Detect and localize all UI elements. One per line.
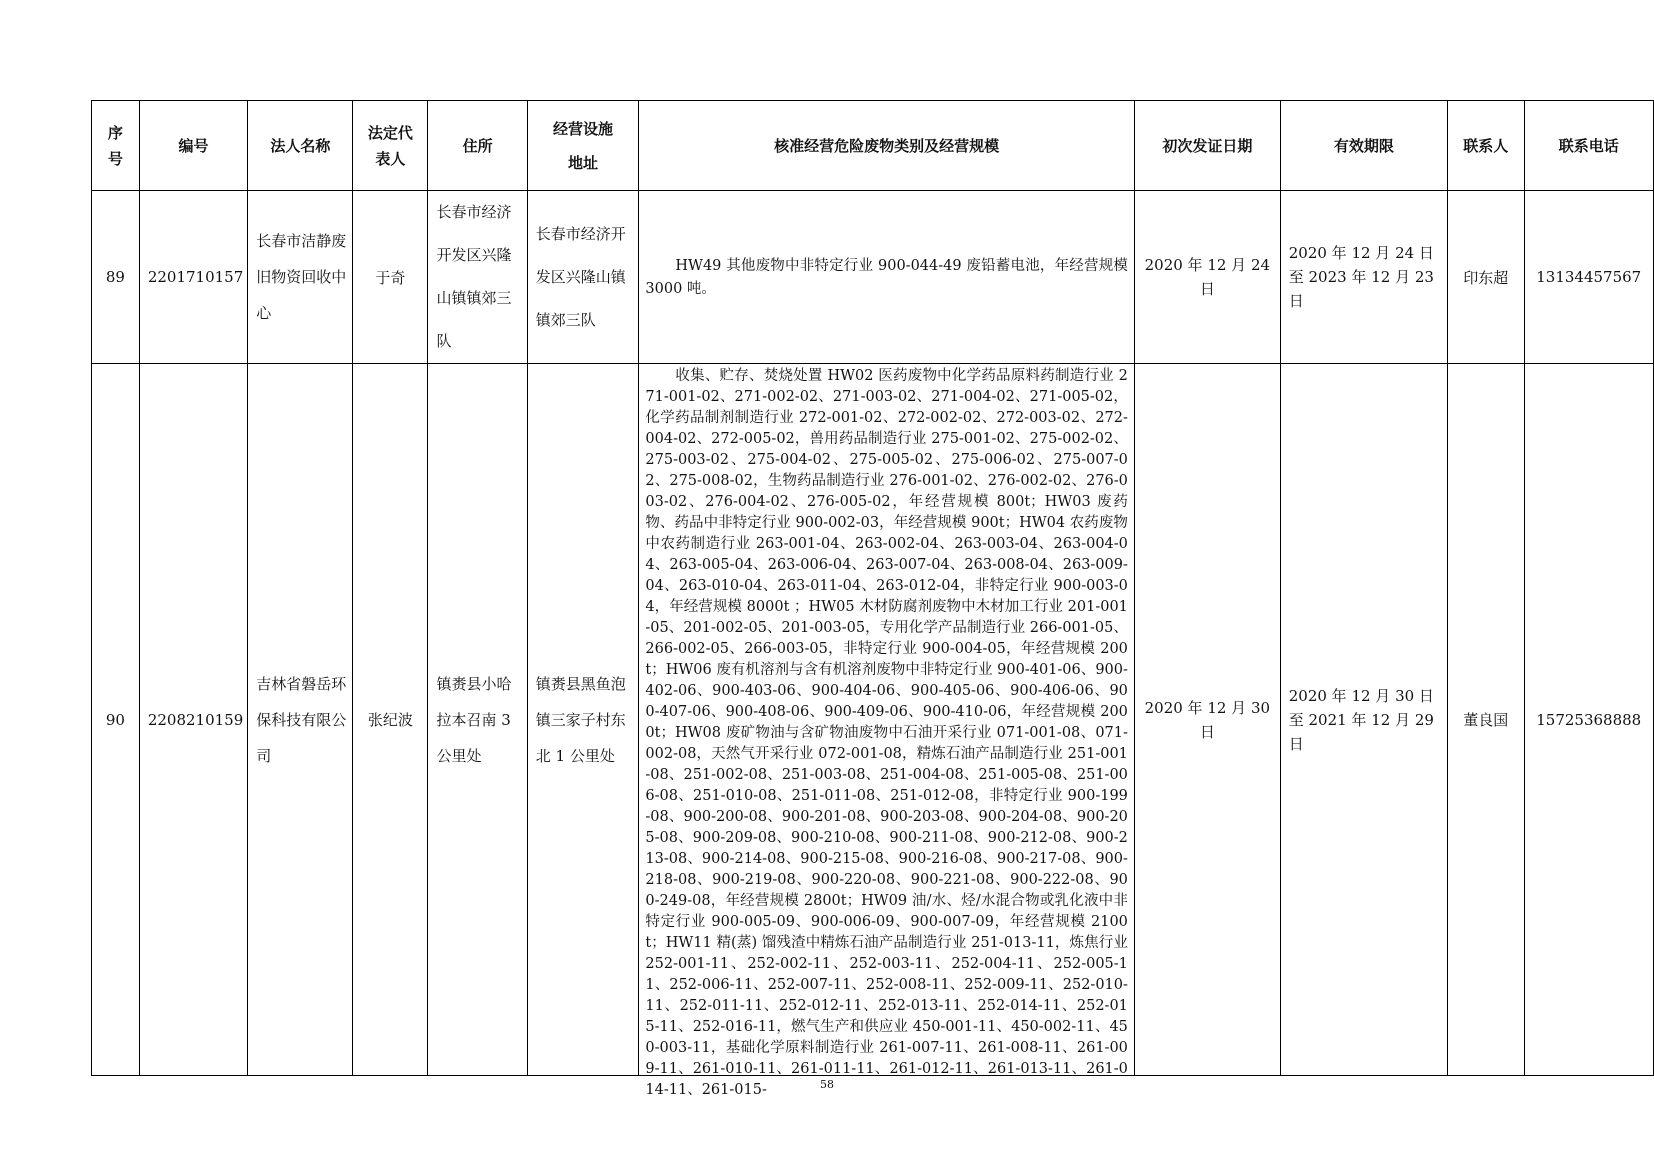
header-code: 编号 (139, 101, 247, 191)
cell-issue-date: 2020 年 12 月 24 日 (1134, 191, 1280, 364)
header-company: 法人名称 (248, 101, 353, 191)
cell-code: 2201710157 (139, 191, 247, 364)
cell-issue-date: 2020 年 12 月 30 日 (1134, 364, 1280, 1076)
header-contact: 联系人 (1447, 101, 1524, 191)
table-row (92, 364, 1654, 1076)
header-scope: 核准经营危险废物类别及经营规模 (639, 101, 1135, 191)
header-facility: 经营设施地址 (527, 101, 639, 191)
table-row (92, 191, 1654, 364)
header-validity: 有效期限 (1280, 101, 1447, 191)
cell-contact: 印东超 (1447, 191, 1524, 364)
cell-validity: 2020 年 12 月 24 日至 2023 年 12 月 23 日 (1280, 191, 1447, 364)
cell-contact: 董良国 (1447, 364, 1524, 1076)
cell-rep: 张纪波 (353, 364, 428, 1076)
cell-phone: 15725368888 (1524, 364, 1654, 1076)
header-seq: 序号 (92, 101, 140, 191)
header-issue-date: 初次发证日期 (1134, 101, 1280, 191)
cell-scope: HW49 其他废物中非特定行业 900-044-49 废铅蓄电池，年经营规模 3000 吨。 (639, 191, 1135, 364)
cell-address: 长春市经济开发区兴隆山镇镇郊三队 (428, 191, 527, 364)
header-phone: 联系电话 (1524, 101, 1654, 191)
scope-text: 收集、贮存、焚烧处置 HW02 医药废物中化学药品原料药制造行业 271-001-02、271-002-02、271-003-02、271-004-02、271-005-02，化学药品制剂制造行业 272-001-02、272-002-02、272-003-02、272-004-02、272-005-02，兽用药品制造行业 275-001-02、275-002-02、275-003-02、275-004-02、275-005-02、275-006-02、275-007-02、275-008-02，生物药品制造行业 276-001-02、276-002-02、276-003-02、276-004-02、276-005-02，年经营规模 800t；HW03 废药物、药品中非特定行业 900-002-03，年经营规模 900t；HW04 农药废物中农药制造行业 263-001-04、263-002-04、263-003-04、263-004-04、263-005-04、263-006-04、263-007-04、263-008-04、263-009-04、263-010-04、263-011-04、263-012-04，非特定行业 900-003-04，年经营规模 8000t ；HW05 木材防腐剂废物中木材加工行业 201-001-05、201-002-05、201-003-05，专用化学产品制造行业 266-001-05、266-002-05、266-003-05，非特定行业 900-004-05，年经营规模 200t；HW06 废有机溶剂与含有机溶剂废物中非特定行业 900-401-06、900-402-06、900-403-06、900-404-06、900-405-06、900-406-06、900-407-06、900-408-06、900-409-06、900-410-06，年经营规模 2000t；HW08 废矿物油与含矿物油废物中石油开采行业 071-001-08、071-002-08，天然气开采行业 072-001-08，精炼石油产品制造行业 251-001-08、251-002-08、251-003-08、251-004-08、251-005-08、251-006-08、251-010-08、251-011-08、251-012-08，非特定行业 900-199-08、900-200-08、900-201-08、900-203-08、900-204-08、900-205-08、900-209-08、900-210-08、900-211-08、900-212-08、900-213-08、900-214-08、900-215-08、900-216-08、900-217-08、900-218-08、900-219-08、900-220-08、900-221-08、900-222-08、900-249-08，年经营规模 2800t；HW09 油/水、烃/水混合物或乳化液中非特定行业 900-005-09、900-006-09、900-007-09，年经营规模 2100t；HW11 精(蒸) 馏残渣中精炼石油产品制造行业 251-013-11，炼焦行业 252-001-11、252-002-11、252-003-11、252-004-11、252-005-11、252-006-11、252-007-11、252-008-11、252-009-11、252-010-11、252-011-11、252-012-11、252-013-11、252-014-11、252-015-11、252-016-11，燃气生产和供应业 450-001-11、450-002-11、450-003-11，基础化学原料制造行业 261-007-11、261-008-11、261-009-11、261-010-11、261-011-11、261-012-11、261-013-11、261-014-11、261-015- (645, 368, 1128, 1098)
cell-company: 吉林省磐岳环保科技有限公司 (248, 364, 353, 1076)
header-rep: 法定代表人 (353, 101, 428, 191)
header-row (92, 101, 1654, 191)
page-number: 58 (820, 1078, 834, 1091)
cell-seq: 90 (92, 364, 140, 1076)
cell-phone: 13134457567 (1524, 191, 1654, 364)
cell-validity: 2020 年 12 月 30 日至 2021 年 12 月 29 日 (1280, 364, 1447, 1076)
cell-address: 镇赉县小哈拉本召南 3 公里处 (428, 364, 527, 1076)
cell-rep: 于奇 (353, 191, 428, 364)
cell-facility: 镇赉县黑鱼泡镇三家子村东北 1 公里处 (527, 364, 639, 1076)
header-address: 住所 (428, 101, 527, 191)
cell-code: 2208210159 (139, 364, 247, 1076)
cell-facility: 长春市经济开发区兴隆山镇镇郊三队 (527, 191, 639, 364)
cell-company: 长春市洁静废旧物资回收中心 (248, 191, 353, 364)
cell-seq: 89 (92, 191, 140, 364)
